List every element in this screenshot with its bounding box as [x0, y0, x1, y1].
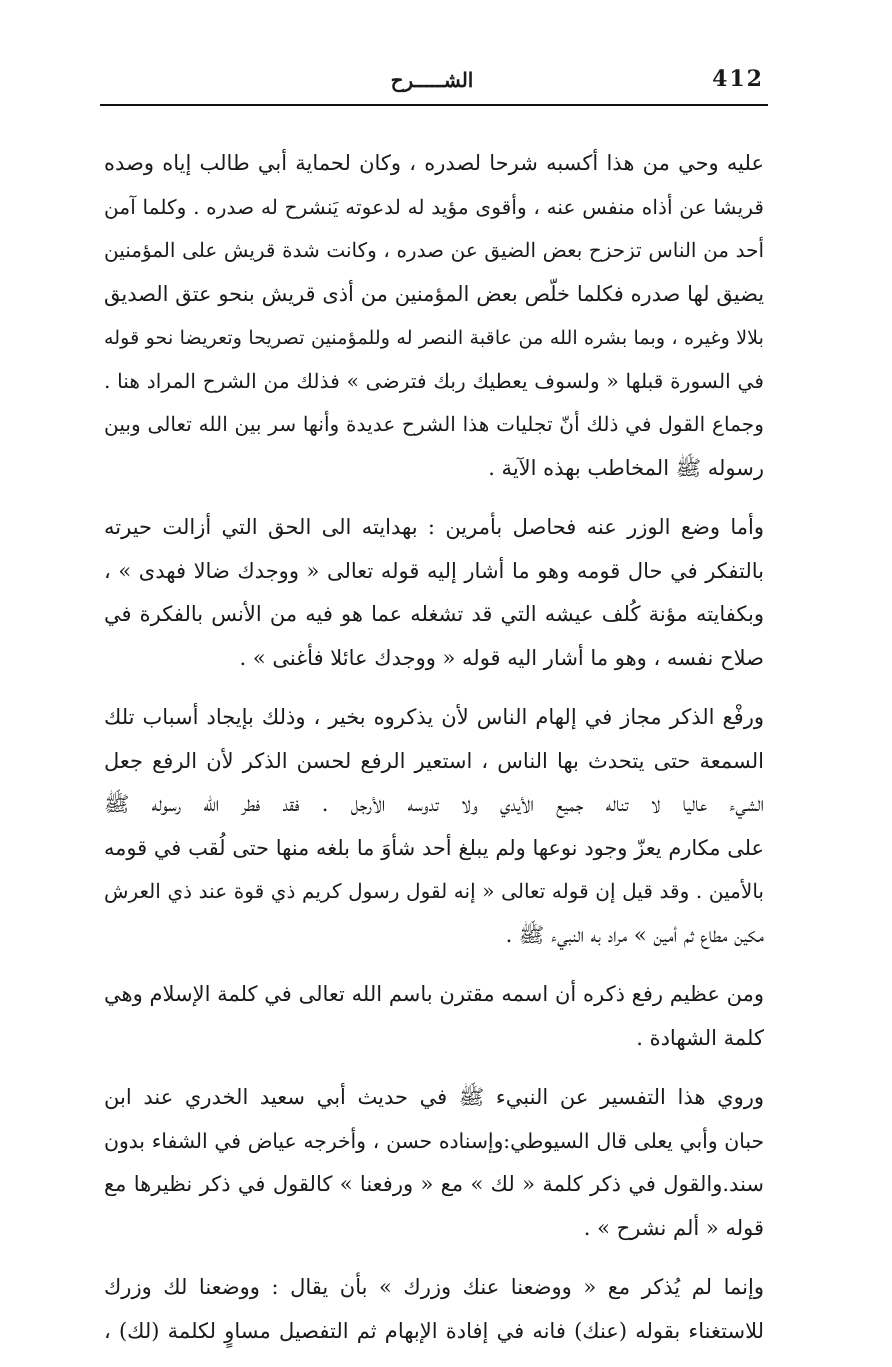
- text-line: سند.والقول في ذكر كلمة « لك » مع « ورفعنا » كالقول في ذكر نظيرها مع: [104, 1172, 764, 1196]
- text-line: للاستغناء بقوله (عنك) فانه في إفادة الإبهام ثم التفصيل مساوٍ لكلمة (لك) ،: [104, 1318, 764, 1343]
- header-rule: [100, 104, 768, 106]
- text-line: مكين مطاع ثم أمين » مراد به النبيء ﷺ .: [505, 922, 764, 947]
- body-text: [104, 142, 764, 1353]
- text-line: عليه وحي من هذا أكسبه شرحا لصدره ، وكان لحماية أبي طالب إياه وصده: [104, 151, 764, 175]
- text-line: وبكفايته مؤنة كُلف عيشه التي قد تشغله عما هو فيه من الأنس بالفكرة في: [104, 602, 764, 626]
- text-line: صلاح نفسه ، وهو ما أشار اليه قوله « ووجدك عائلا فأغنى » .: [239, 645, 764, 670]
- page-number: 412: [712, 66, 764, 92]
- text-line: قوله « ألم نشرح » .: [583, 1215, 764, 1240]
- text-line: بلالا وغيره ، وبما بشره الله من عاقبة النصر له وللمؤمنين تصريحا وتعريضا نحو قوله: [104, 326, 764, 349]
- text-line: السمعة حتى يتحدث بها الناس ، استعير الرفع لحسن الذكر لأن الرفع جعل: [104, 748, 764, 773]
- text-line: ورفْع الذكر مجاز في إلهام الناس لأن يذكروه بخير ، وذلك بإيجاد أسباب تلك: [104, 705, 764, 729]
- text-line: بالأمين . وقد قيل إن قوله تعالى « إنه لقول رسول كريم ذي قوة عند ذي العرش: [104, 879, 764, 903]
- text-line: قريشا عن أذاه منفس عنه ، وأقوى مؤيد له لدعوته يَنشرح له صدره . وكلما آمن: [104, 194, 764, 219]
- paragraph: [104, 142, 764, 490]
- text-line: وأما وضع الوزر عنه فحاصل بأمرين : بهدايته الى الحق التي أزالت حيرته: [104, 515, 764, 539]
- text-line: يضيق لها صدره فكلما خلّص بعض المؤمنين من أذى قريش بنحو عتق الصديق: [104, 281, 764, 306]
- running-title: الشـــــرح: [390, 68, 474, 92]
- paragraph: [104, 1266, 764, 1353]
- text-line: رسوله ﷺ المخاطب بهذه الآية .: [488, 455, 764, 480]
- text-line: أحد من الناس تزحزح بعض الضيق عن صدره ، وكانت شدة قريش على المؤمنين: [104, 238, 764, 262]
- paragraph: [104, 696, 764, 957]
- text-line: وجماع القول في ذلك أنّ تجليات هذا الشرح عديدة وأنها سر بين الله تعالى وبين: [104, 412, 764, 436]
- text-line: حبان وأبي يعلى قال السيوطي:وإسناده حسن ، وأخرجه عياض في الشفاء بدون: [104, 1128, 764, 1153]
- paragraph: [104, 973, 764, 1060]
- paragraph: [104, 506, 764, 680]
- paragraph: [104, 1076, 764, 1250]
- text-line: في السورة قبلها « ولسوف يعطيك ربك فترضى » فذلك من الشرح المراد هنا .: [104, 368, 764, 393]
- text-line: وروي هذا التفسير عن النبيء ﷺ في حديث أبي سعيد الخدري عند ابن: [104, 1085, 764, 1109]
- text-line: الشيء عاليا لا تناله جميع الأيدي ولا تدوسه الأرجل . فقد فطر الله رسوله ﷺ: [104, 792, 764, 816]
- text-line: ومن عظيم رفع ذكره أن اسمه مقترن باسم الله تعالى في كلمة الإسلام وهي: [104, 982, 764, 1006]
- text-line: كلمة الشهادة .: [636, 1025, 764, 1050]
- text-line: بالتفكر في حال قومه وهو ما أشار إليه قوله تعالى « ووجدك ضالا فهدى » ،: [104, 558, 764, 583]
- page-header: [100, 62, 764, 100]
- text-line: وإنما لم يُذكر مع « ووضعنا عنك وزرك » بأن يقال : ووضعنا لك وزرك: [104, 1275, 764, 1299]
- text-line: على مكارم يعزّ وجود نوعها ولم يبلغ أحد شأوَ ما بلغه منها حتى لُقب في قومه: [104, 835, 764, 860]
